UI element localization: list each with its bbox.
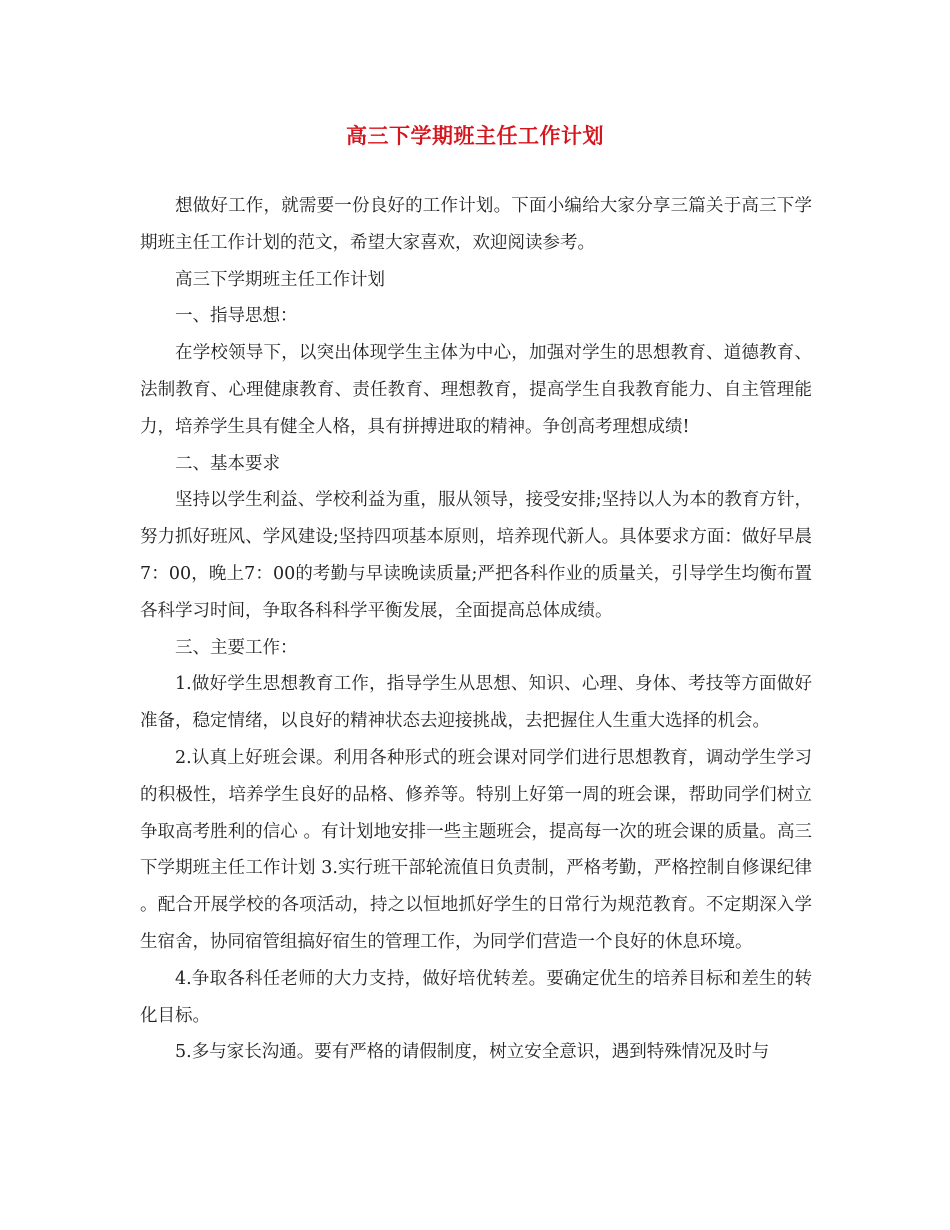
paragraph-work-item-4: 4.争取各科任老师的大力支持，做好培优转差。要确定优生的培养目标和差生的转化目标。 (140, 968, 812, 1026)
paragraph-work-item-2: 2.认真上好班会课。利用各种形式的班会课对同学们进行思想教育，调动学生学习的积极性，培养学生良好的品格、修养等。特别上好第一周的班会课，帮助同学们树立争取高考胜利的信心 。有计划地安排一些主题班会，提高每一次的班会课的质量。高三下学期班主任工作计划 3.实行班干部轮流值日负责制，严格考勤，严格控制自修课纪律 。配合开展学校的各项活动，持之以恒地抓好学生的日常行为规范教育。不定期深入学生宿舍，协同宿管组搞好宿生的管理工作，为同学们营造一个良好的休息环境。 (140, 747, 812, 952)
paragraph-subtitle: 高三下学期班主任工作计划 (175, 269, 385, 290)
section-heading-basic-requirements: 二、基本要求 (175, 453, 280, 474)
paragraph-guiding-thought: 在学校领导下，以突出体现学生主体为中心，加强对学生的思想教育、道德教育、法制教育、心理健康教育、责任教育、理想教育，提高学生自我教育能力、自主管理能力，培养学生具有健全人格，具有拼搏进取的精神。争创高考理想成绩! (140, 343, 812, 437)
document-title: 高三下学期班主任工作计划 (346, 123, 604, 148)
section-heading-guiding-thought: 一、指导思想： (175, 306, 298, 327)
paragraph-intro: 想做好工作，就需要一份良好的工作计划。下面小编给大家分享三篇关于高三下学期班主任工作计划的范文，希望大家喜欢，欢迎阅读参考。 (140, 196, 812, 253)
paragraph-work-item-1: 1.做好学生思想教育工作，指导学生从思想、知识、心理、身体、考技等方面做好准备，稳定情绪，以良好的精神状态去迎接挑战，去把握住人生重大选择的机会。 (140, 674, 812, 732)
paragraph-work-item-5: 5.多与家长沟通。要有严格的请假制度，树立安全意识，遇到特殊情况及时与 (175, 1042, 770, 1063)
section-heading-main-work: 三、主要工作： (175, 637, 298, 658)
document-body (140, 188, 812, 1071)
paragraph-basic-requirements: 坚持以学生利益、学校利益为重，服从领导，接受安排;坚持以人为本的教育方针，努力抓好班风、学风建设;坚持四项基本原则，培养现代新人。具体要求方面：做好早晨7：00，晚上7：00的考勤与早读晚读质量;严把各科作业的质量关，引导学生均衡布置各科学习时间，争取各科科学平衡发展，全面提高总体成绩。 (140, 490, 812, 621)
